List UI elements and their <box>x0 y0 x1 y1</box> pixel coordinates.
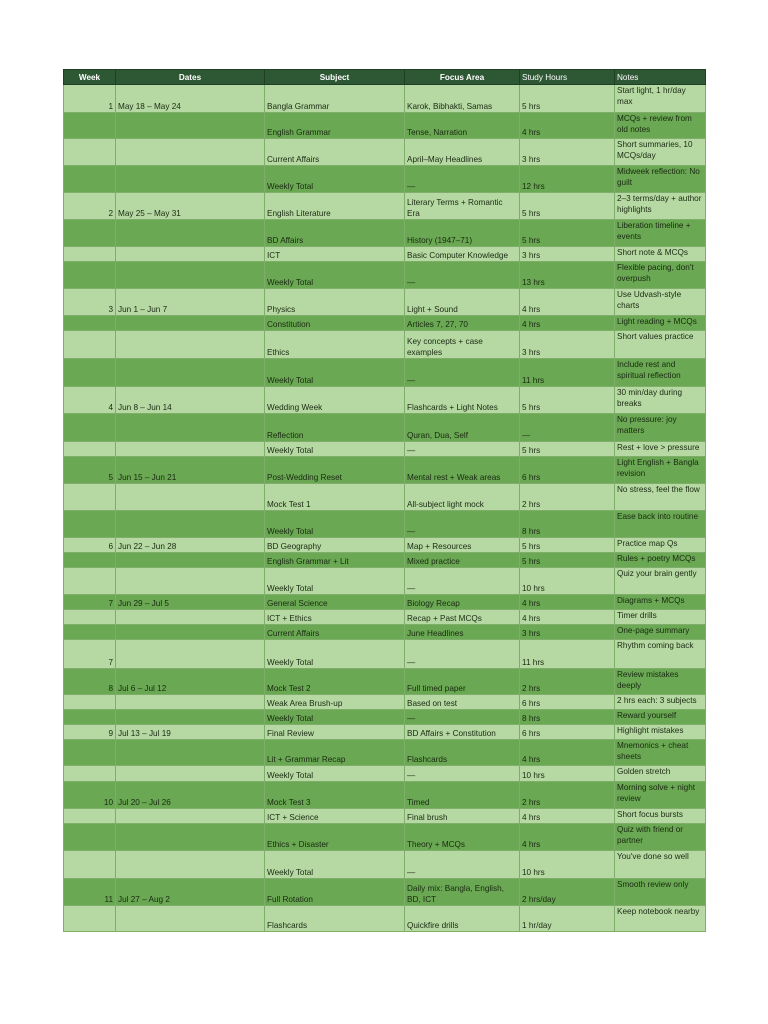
dates-cell: Jul 6 – Jul 12 <box>116 669 265 695</box>
subject-cell: ICT <box>265 247 405 262</box>
notes-cell: Include rest and spiritual reflection <box>615 359 706 387</box>
study-hours-cell: 8 hrs <box>520 511 615 538</box>
notes-cell: Golden stretch <box>615 766 706 782</box>
focus-area-cell: History (1947–71) <box>405 220 520 247</box>
study-hours-cell: 5 hrs <box>520 442 615 457</box>
dates-cell <box>116 824 265 851</box>
table-row <box>64 610 706 625</box>
study-hours-cell: 10 hrs <box>520 851 615 879</box>
table-row <box>64 824 706 851</box>
dates-cell <box>116 511 265 538</box>
study-hours-cell: 4 hrs <box>520 595 615 610</box>
week-cell: 3 <box>64 289 116 316</box>
week-cell <box>64 331 116 359</box>
focus-area-cell: Map + Resources <box>405 538 520 553</box>
table-row <box>64 289 706 316</box>
focus-area-cell: Karok, Bibhakti, Samas <box>405 85 520 113</box>
subject-cell: Final Review <box>265 725 405 740</box>
notes-cell: You've done so well <box>615 851 706 879</box>
focus-area-cell: Mixed practice <box>405 553 520 568</box>
notes-cell: Light English + Bangla revision <box>615 457 706 484</box>
dates-cell <box>116 316 265 331</box>
dates-cell <box>116 262 265 289</box>
week-cell <box>64 695 116 710</box>
subject-cell: Mock Test 2 <box>265 669 405 695</box>
focus-area-cell: — <box>405 640 520 669</box>
notes-cell: Rest + love > pressure <box>615 442 706 457</box>
table-row <box>64 442 706 457</box>
notes-cell: Short note & MCQs <box>615 247 706 262</box>
week-cell: 7 <box>64 640 116 669</box>
week-cell: 5 <box>64 457 116 484</box>
subject-cell: Weekly Total <box>265 766 405 782</box>
focus-area-cell: Biology Recap <box>405 595 520 610</box>
dates-cell <box>116 610 265 625</box>
dates-cell <box>116 553 265 568</box>
notes-cell: Ease back into routine <box>615 511 706 538</box>
week-cell <box>64 166 116 193</box>
week-cell: 9 <box>64 725 116 740</box>
table-row <box>64 113 706 139</box>
week-cell <box>64 766 116 782</box>
table-row <box>64 851 706 879</box>
subject-cell: Constitution <box>265 316 405 331</box>
notes-cell: 2 hrs each: 3 subjects <box>615 695 706 710</box>
study-hours-cell: 3 hrs <box>520 247 615 262</box>
study-hours-cell: 6 hrs <box>520 725 615 740</box>
dates-cell <box>116 568 265 595</box>
subject-cell: Current Affairs <box>265 139 405 166</box>
dates-cell <box>116 625 265 640</box>
header-dates: Dates <box>116 70 265 85</box>
table-row <box>64 538 706 553</box>
subject-cell: Mock Test 3 <box>265 782 405 809</box>
focus-area-cell: All-subject light mock <box>405 484 520 511</box>
subject-cell: Weekly Total <box>265 359 405 387</box>
study-hours-cell: 4 hrs <box>520 289 615 316</box>
study-hours-cell: 10 hrs <box>520 568 615 595</box>
table-row <box>64 595 706 610</box>
focus-area-cell: Flashcards + Light Notes <box>405 387 520 414</box>
notes-cell: Reward yourself <box>615 710 706 725</box>
dates-cell <box>116 710 265 725</box>
dates-cell <box>116 166 265 193</box>
table-row <box>64 484 706 511</box>
week-cell: 10 <box>64 782 116 809</box>
notes-cell: Rules + poetry MCQs <box>615 553 706 568</box>
notes-cell: Light reading + MCQs <box>615 316 706 331</box>
study-hours-cell: 4 hrs <box>520 113 615 139</box>
table-row <box>64 879 706 906</box>
subject-cell: Weekly Total <box>265 640 405 669</box>
table-row <box>64 568 706 595</box>
week-cell: 7 <box>64 595 116 610</box>
study-hours-cell: 13 hrs <box>520 262 615 289</box>
week-cell <box>64 511 116 538</box>
focus-area-cell: Timed <box>405 782 520 809</box>
week-cell <box>64 809 116 824</box>
header-week: Week <box>64 70 116 85</box>
focus-area-cell: — <box>405 262 520 289</box>
study-hours-cell: 3 hrs <box>520 625 615 640</box>
notes-cell: Quiz your brain gently <box>615 568 706 595</box>
study-hours-cell: 4 hrs <box>520 809 615 824</box>
focus-area-cell: June Headlines <box>405 625 520 640</box>
notes-cell: Quiz with friend or partner <box>615 824 706 851</box>
notes-cell: MCQs + review from old notes <box>615 113 706 139</box>
table-row <box>64 669 706 695</box>
week-cell <box>64 568 116 595</box>
study-hours-cell: 4 hrs <box>520 740 615 766</box>
notes-cell: Short summaries, 10 MCQs/day <box>615 139 706 166</box>
notes-cell: Keep notebook nearby <box>615 906 706 932</box>
study-hours-cell: 2 hrs <box>520 669 615 695</box>
week-cell <box>64 824 116 851</box>
focus-area-cell: — <box>405 166 520 193</box>
subject-cell: Weekly Total <box>265 166 405 193</box>
subject-cell: Ethics <box>265 331 405 359</box>
focus-area-cell: Tense, Narration <box>405 113 520 139</box>
dates-cell <box>116 740 265 766</box>
table-row <box>64 166 706 193</box>
focus-area-cell: — <box>405 766 520 782</box>
study-hours-cell: 2 hrs <box>520 782 615 809</box>
week-cell <box>64 553 116 568</box>
notes-cell: Short values practice <box>615 331 706 359</box>
study-hours-cell: 4 hrs <box>520 610 615 625</box>
week-cell <box>64 113 116 139</box>
table-row <box>64 331 706 359</box>
notes-cell: One-page summary <box>615 625 706 640</box>
notes-cell: Midweek reflection: No guilt <box>615 166 706 193</box>
subject-cell: Ethics + Disaster <box>265 824 405 851</box>
header-subject: Subject <box>265 70 405 85</box>
focus-area-cell: — <box>405 359 520 387</box>
study-hours-cell: 10 hrs <box>520 766 615 782</box>
week-cell <box>64 220 116 247</box>
table-row <box>64 220 706 247</box>
study-hours-cell: 11 hrs <box>520 640 615 669</box>
dates-cell: Jun 29 – Jul 5 <box>116 595 265 610</box>
subject-cell: Current Affairs <box>265 625 405 640</box>
header-focus-area: Focus Area <box>405 70 520 85</box>
notes-cell: Flexible pacing, don't overpush <box>615 262 706 289</box>
week-cell: 8 <box>64 669 116 695</box>
subject-cell: Full Rotation <box>265 879 405 906</box>
focus-area-cell: Literary Terms + Romantic Era <box>405 193 520 220</box>
study-hours-cell: 8 hrs <box>520 710 615 725</box>
table-row <box>64 247 706 262</box>
table-row <box>64 414 706 442</box>
notes-cell: No stress, feel the flow <box>615 484 706 511</box>
dates-cell: Jun 15 – Jun 21 <box>116 457 265 484</box>
subject-cell: Flashcards <box>265 906 405 932</box>
subject-cell: English Grammar <box>265 113 405 139</box>
week-cell <box>64 906 116 932</box>
table-row <box>64 193 706 220</box>
notes-cell: Morning solve + night review <box>615 782 706 809</box>
week-cell <box>64 359 116 387</box>
notes-cell: Diagrams + MCQs <box>615 595 706 610</box>
subject-cell: Weekly Total <box>265 511 405 538</box>
subject-cell: BD Affairs <box>265 220 405 247</box>
focus-area-cell: — <box>405 568 520 595</box>
subject-cell: Weekly Total <box>265 710 405 725</box>
week-cell: 4 <box>64 387 116 414</box>
week-cell: 2 <box>64 193 116 220</box>
dates-cell <box>116 640 265 669</box>
notes-cell: Liberation timeline + events <box>615 220 706 247</box>
table-row <box>64 906 706 932</box>
header-study-hours: Study Hours <box>520 70 615 85</box>
table-row <box>64 640 706 669</box>
study-hours-cell: 2 hrs/day <box>520 879 615 906</box>
week-cell <box>64 247 116 262</box>
study-hours-cell: 3 hrs <box>520 331 615 359</box>
focus-area-cell: Quran, Dua, Self <box>405 414 520 442</box>
week-cell <box>64 740 116 766</box>
dates-cell <box>116 442 265 457</box>
focus-area-cell: Flashcards <box>405 740 520 766</box>
table-row <box>64 725 706 740</box>
week-cell <box>64 414 116 442</box>
table-row <box>64 387 706 414</box>
dates-cell <box>116 113 265 139</box>
week-cell: 6 <box>64 538 116 553</box>
focus-area-cell: Light + Sound <box>405 289 520 316</box>
notes-cell: Start light, 1 hr/day max <box>615 85 706 113</box>
dates-cell: Jul 27 – Aug 2 <box>116 879 265 906</box>
focus-area-cell: Articles 7, 27, 70 <box>405 316 520 331</box>
subject-cell: Wedding Week <box>265 387 405 414</box>
dates-cell <box>116 414 265 442</box>
notes-cell: No pressure: joy matters <box>615 414 706 442</box>
focus-area-cell: Daily mix: Bangla, English, BD, ICT <box>405 879 520 906</box>
table-row <box>64 359 706 387</box>
study-hours-cell: 6 hrs <box>520 695 615 710</box>
table-row <box>64 782 706 809</box>
subject-cell: Lit + Grammar Recap <box>265 740 405 766</box>
notes-cell: Highlight mistakes <box>615 725 706 740</box>
study-hours-cell: 12 hrs <box>520 166 615 193</box>
study-hours-cell: 5 hrs <box>520 220 615 247</box>
subject-cell: ICT + Ethics <box>265 610 405 625</box>
focus-area-cell: — <box>405 511 520 538</box>
study-hours-cell: — <box>520 414 615 442</box>
dates-cell <box>116 766 265 782</box>
focus-area-cell: April–May Headlines <box>405 139 520 166</box>
dates-cell: May 25 – May 31 <box>116 193 265 220</box>
notes-cell: Review mistakes deeply <box>615 669 706 695</box>
table-row <box>64 625 706 640</box>
table-row <box>64 262 706 289</box>
focus-area-cell: Basic Computer Knowledge <box>405 247 520 262</box>
focus-area-cell: BD Affairs + Constitution <box>405 725 520 740</box>
notes-cell: Short focus bursts <box>615 809 706 824</box>
table-row <box>64 553 706 568</box>
dates-cell <box>116 906 265 932</box>
table-row <box>64 740 706 766</box>
focus-area-cell: Based on test <box>405 695 520 710</box>
table-row <box>64 139 706 166</box>
focus-area-cell: Final brush <box>405 809 520 824</box>
study-hours-cell: 5 hrs <box>520 85 615 113</box>
subject-cell: BD Geography <box>265 538 405 553</box>
table-row <box>64 511 706 538</box>
notes-cell: Practice map Qs <box>615 538 706 553</box>
subject-cell: Physics <box>265 289 405 316</box>
focus-area-cell: Recap + Past MCQs <box>405 610 520 625</box>
subject-cell: General Science <box>265 595 405 610</box>
dates-cell <box>116 359 265 387</box>
subject-cell: Weekly Total <box>265 568 405 595</box>
dates-cell: Jun 22 – Jun 28 <box>116 538 265 553</box>
notes-cell: 30 min/day during breaks <box>615 387 706 414</box>
week-cell: 11 <box>64 879 116 906</box>
table-row <box>64 809 706 824</box>
study-hours-cell: 5 hrs <box>520 387 615 414</box>
week-cell <box>64 484 116 511</box>
study-hours-cell: 2 hrs <box>520 484 615 511</box>
focus-area-cell: — <box>405 851 520 879</box>
subject-cell: English Literature <box>265 193 405 220</box>
table-body <box>64 85 706 932</box>
header-row <box>64 70 706 85</box>
study-hours-cell: 1 hr/day <box>520 906 615 932</box>
notes-cell: 2–3 terms/day + author highlights <box>615 193 706 220</box>
table-row <box>64 457 706 484</box>
dates-cell <box>116 851 265 879</box>
table-row <box>64 766 706 782</box>
study-hours-cell: 11 hrs <box>520 359 615 387</box>
study-hours-cell: 3 hrs <box>520 139 615 166</box>
week-cell <box>64 139 116 166</box>
study-hours-cell: 5 hrs <box>520 193 615 220</box>
subject-cell: Post-Wedding Reset <box>265 457 405 484</box>
notes-cell: Use Udvash-style charts <box>615 289 706 316</box>
notes-cell: Rhythm coming back <box>615 640 706 669</box>
dates-cell: Jun 8 – Jun 14 <box>116 387 265 414</box>
dates-cell <box>116 695 265 710</box>
dates-cell: May 18 – May 24 <box>116 85 265 113</box>
notes-cell: Mnemonics + cheat sheets <box>615 740 706 766</box>
table-row <box>64 316 706 331</box>
header-notes: Notes <box>615 70 706 85</box>
dates-cell: Jun 1 – Jun 7 <box>116 289 265 316</box>
notes-cell: Smooth review only <box>615 879 706 906</box>
subject-cell: ICT + Science <box>265 809 405 824</box>
week-cell: 1 <box>64 85 116 113</box>
subject-cell: Bangla Grammar <box>265 85 405 113</box>
subject-cell: Weekly Total <box>265 851 405 879</box>
table-row <box>64 710 706 725</box>
week-cell <box>64 442 116 457</box>
week-cell <box>64 262 116 289</box>
subject-cell: Reflection <box>265 414 405 442</box>
dates-cell <box>116 484 265 511</box>
subject-cell: Weekly Total <box>265 442 405 457</box>
focus-area-cell: Mental rest + Weak areas <box>405 457 520 484</box>
week-cell <box>64 610 116 625</box>
subject-cell: Weekly Total <box>265 262 405 289</box>
dates-cell <box>116 809 265 824</box>
table-row <box>64 85 706 113</box>
focus-area-cell: Theory + MCQs <box>405 824 520 851</box>
study-hours-cell: 4 hrs <box>520 316 615 331</box>
subject-cell: English Grammar + Lit <box>265 553 405 568</box>
dates-cell <box>116 247 265 262</box>
study-hours-cell: 4 hrs <box>520 824 615 851</box>
dates-cell <box>116 220 265 247</box>
study-hours-cell: 5 hrs <box>520 553 615 568</box>
dates-cell: Jul 13 – Jul 19 <box>116 725 265 740</box>
week-cell <box>64 625 116 640</box>
notes-cell: Timer drills <box>615 610 706 625</box>
week-cell <box>64 710 116 725</box>
focus-area-cell: — <box>405 442 520 457</box>
subject-cell: Weak Area Brush-up <box>265 695 405 710</box>
dates-cell <box>116 139 265 166</box>
dates-cell: Jul 20 – Jul 26 <box>116 782 265 809</box>
focus-area-cell: Quickfire drills <box>405 906 520 932</box>
subject-cell: Mock Test 1 <box>265 484 405 511</box>
study-hours-cell: 5 hrs <box>520 538 615 553</box>
study-hours-cell: 6 hrs <box>520 457 615 484</box>
dates-cell <box>116 331 265 359</box>
study-plan-table <box>63 69 706 932</box>
week-cell <box>64 851 116 879</box>
focus-area-cell: — <box>405 710 520 725</box>
focus-area-cell: Key concepts + case examples <box>405 331 520 359</box>
focus-area-cell: Full timed paper <box>405 669 520 695</box>
week-cell <box>64 316 116 331</box>
table-row <box>64 695 706 710</box>
